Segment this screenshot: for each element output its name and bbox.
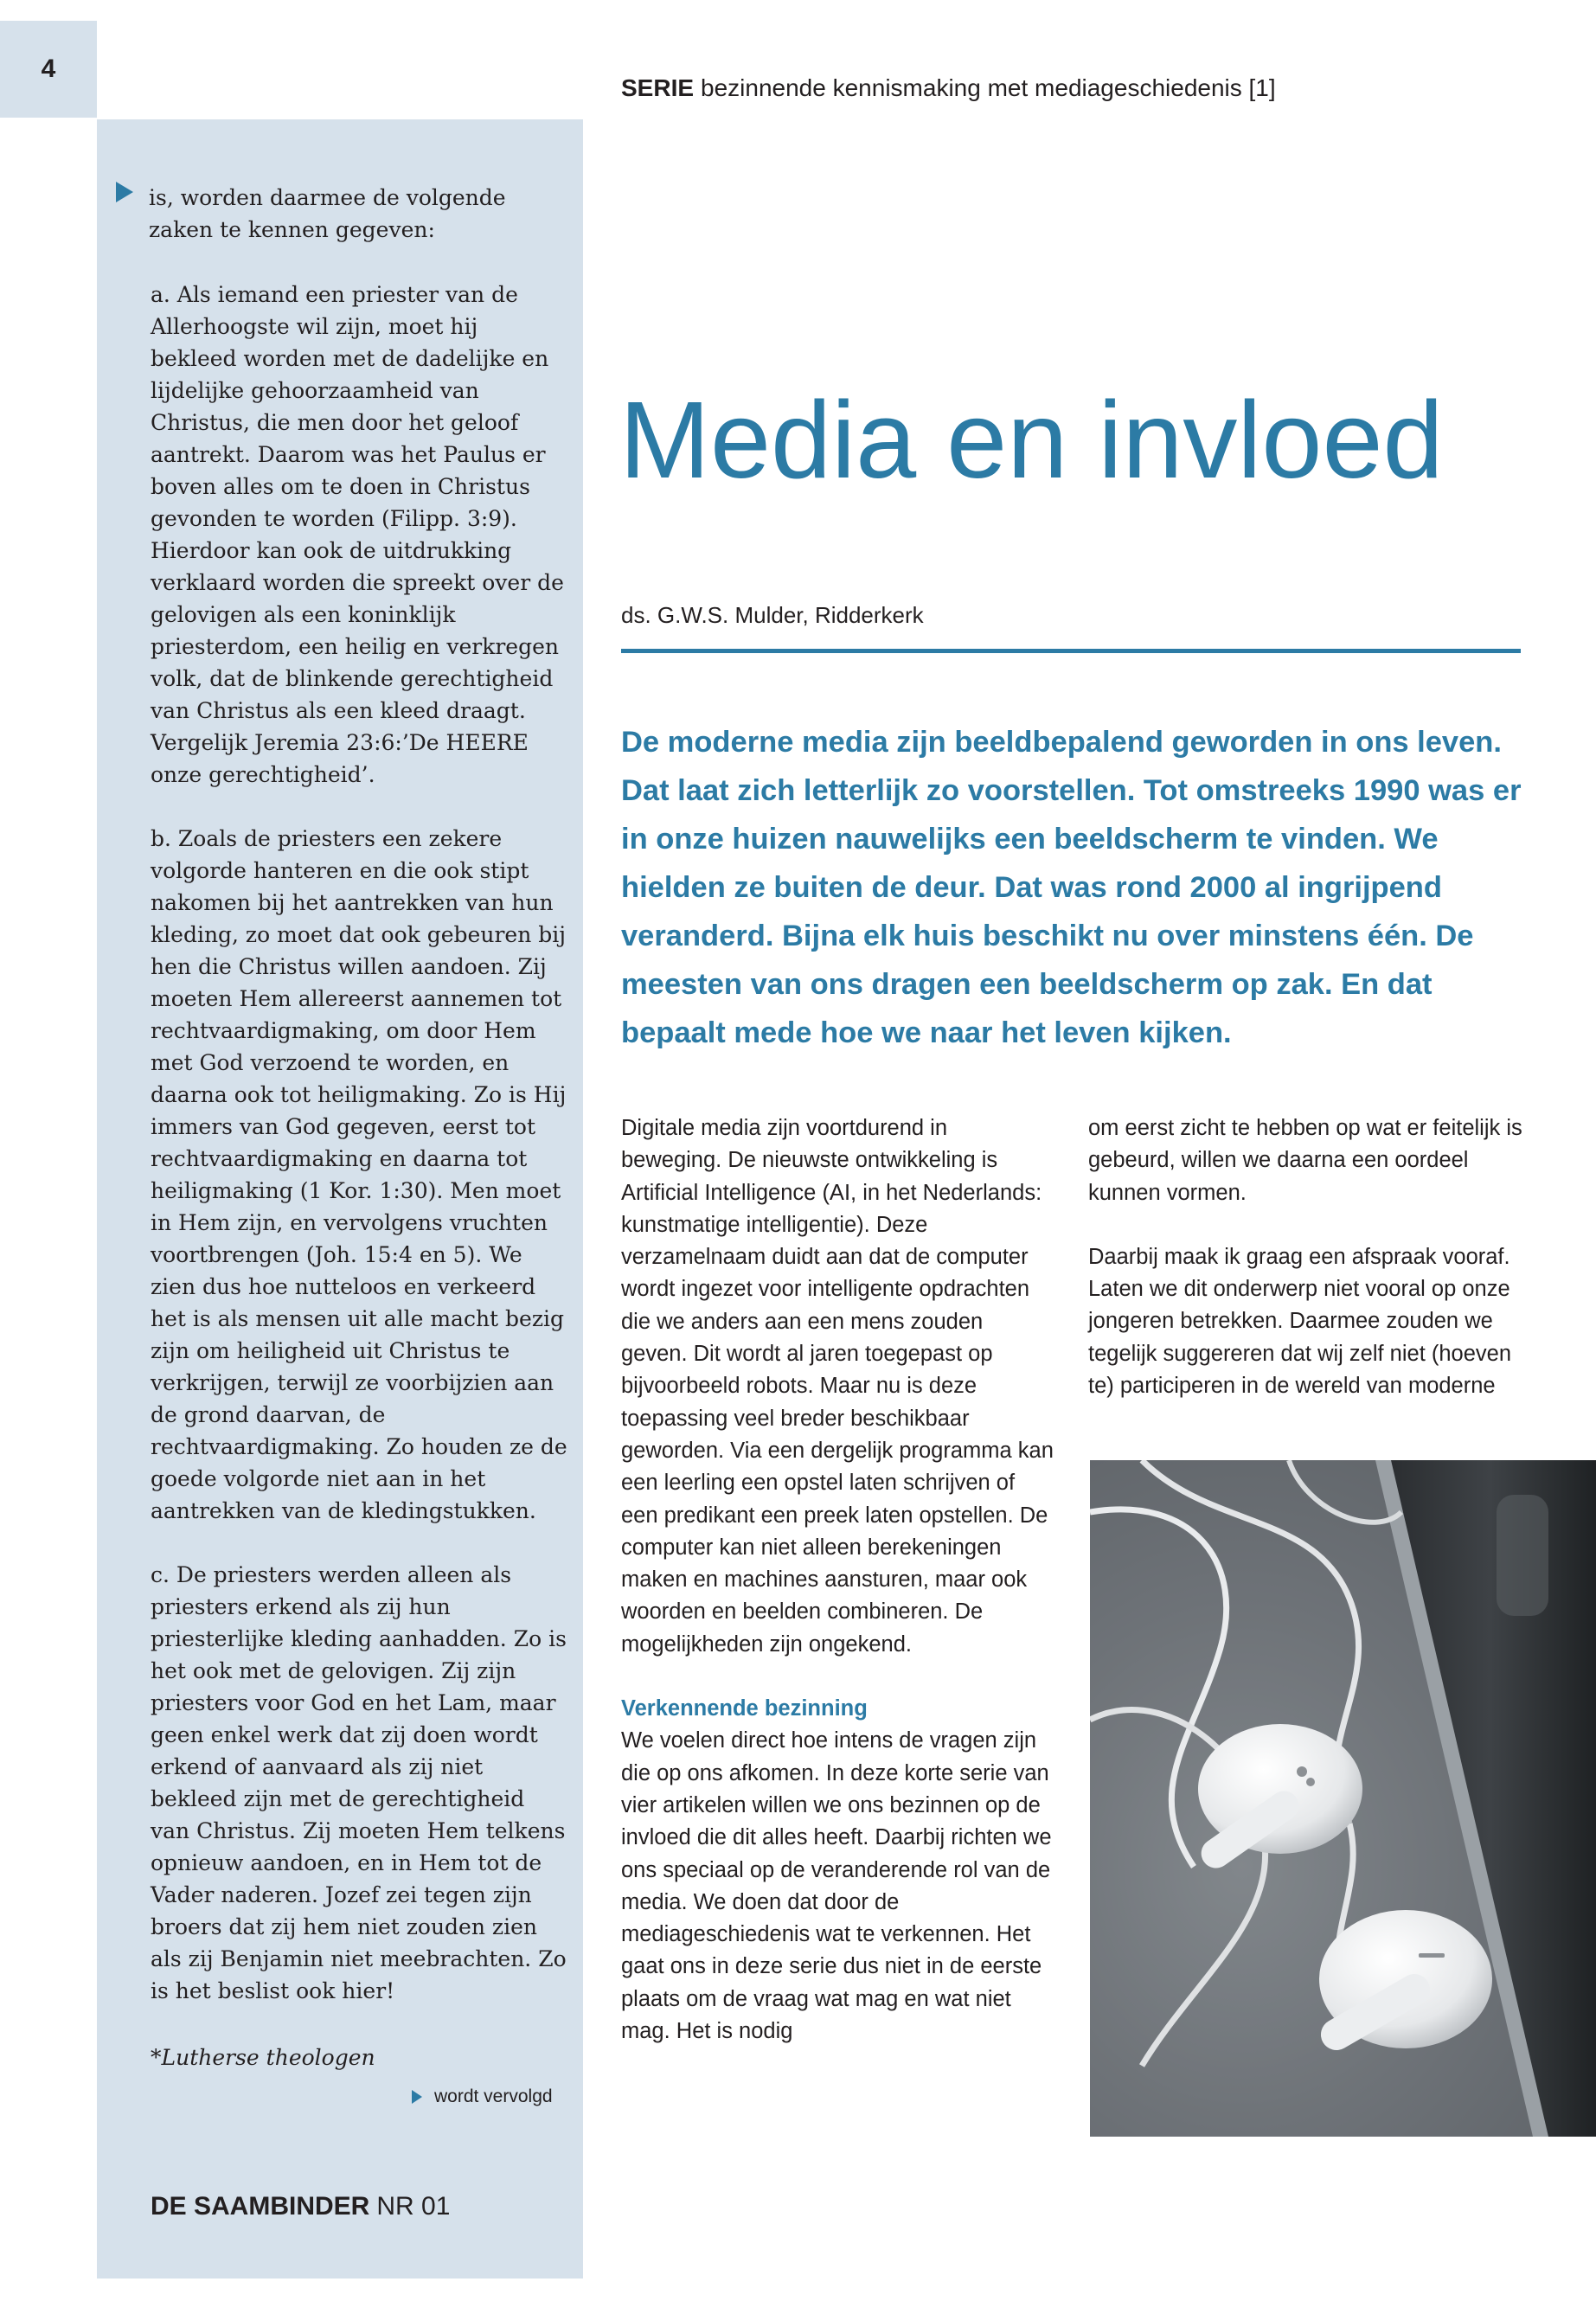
article-author: ds. G.W.S. Mulder, Ridderkerk — [621, 602, 924, 628]
article-column-2 — [1088, 1112, 1531, 1434]
article-intro: De moderne media zijn beeldbepalend geworden in ons leven. Dat laat zich letterlijk zo voorstellen. Tot omstreeks 1990 was er in onze huizen nauwelijks een beeldscherm te vinden. We hielden ze buiten de deur. Dat was rond 2000 al ingrijpend veranderd. Bijna elk huis beschikt nu over minstens één. De meesten van ons dragen een beeldscherm op zak. En dat bepaalt mede hoe we naar het leven kijken. — [621, 726, 1522, 1049]
earphones-photo — [1090, 1460, 1596, 2137]
article-title: Media en invloed — [619, 379, 1444, 501]
sidebar-intro — [149, 182, 564, 246]
continuation-arrow-icon — [116, 182, 133, 202]
series-header — [621, 74, 1276, 102]
sidebar-paragraph-b: b. Zoals de priesters een zekere volgorde hanteren en die ook stipt nakomen bij het aantrekken van hun kleding, zo moet dat ook gebeuren bij hen die Christus willen aandoen. Zij moeten Hem allereerst aannemen tot rechtvaardigmaking, om door Hem met God verzoend te worden, en daarna ook tot heiligmaking. Zo is Hij immers van God gegeven, eerst tot rechtvaardigmaking en daarna tot heiligmaking (1 Kor. 1:30). Men moet in Hem zijn, en vervolgens vruchten voortbrengen (Joh. 15:4 en 5). We zien dus hoe nutteloos en verkeerd het is als mensen uit alle macht bezig zijn om heiligheid uit Christus te verkrijgen, terwijl ze voorbijzien aan de grond daarvan, de rechtvaardigmaking. Zo houden ze de goede volgorde niet aan in het aantrekken van de kledingstukken. — [151, 826, 567, 1523]
sidebar-intro-text: is, worden daarmee de volgende zaken te kennen gegeven: — [149, 185, 506, 242]
column1-section — [621, 1693, 1054, 2048]
footnote: *Lutherse theologen — [151, 2045, 375, 2070]
sidebar-paragraph-a: a. Als iemand een priester van de Allerhoogste wil zijn, moet hij bekleed worden met de dadelijke en lijdelijke gehoorzaamheid van Christus, die men door het geloof aantrekt. Daarom was het Paulus er boven alles om te doen in Christus gevonden te worden (Filipp. 3:9). Hierdoor kan ook de uitdrukking verklaard worden die spreekt over de gelovigen als een koninklijk priesterdom, een heilig en verkregen volk, dat de blinkende gerechtigheid van Christus als een kleed draagt. Vergelijk Jeremia 23:6:’De HEERE onze gerechtigheid’. — [151, 282, 564, 787]
continued-text: wordt vervolgd — [434, 2086, 553, 2106]
page-number — [0, 21, 97, 118]
article-column-1 — [621, 1112, 1054, 2048]
title-divider — [621, 649, 1521, 653]
series-label: SERIE — [621, 74, 695, 101]
column2-paragraph-2: Daarbij maak ik graag een afspraak vooraf. Laten we dit onderwerp niet vooral op onze jongeren betrekken. Daarmee zouden we tegelijk suggereren dat wij zelf niet (hoeven te) participeren in de wereld van moderne — [1088, 1244, 1512, 1399]
magazine-name: DE SAAMBINDER — [151, 2192, 370, 2221]
header-strip — [97, 21, 583, 119]
continued-arrow-icon — [412, 2090, 422, 2104]
column1-paragraph-2: We voelen direct hoe intens de vragen zijn die op ons afkomen. In deze korte serie van vier artikelen willen we ons bezinnen op de invloed die dit alles heeft. Daarbij richten we ons speciaal op de veranderende rol van de media. We doen dat door de mediageschiedenis wat te verkennen. Het gaat ons in deze serie dus niet in de eerste plaats om de vraag wat mag en wat niet mag. Het is nodig — [621, 1728, 1052, 2044]
sidebar-body — [151, 279, 567, 2039]
column2-paragraph-1: om eerst zicht te hebben op wat er feitelijk is gebeurd, willen we daarna een oordeel kunnen vormen. — [1088, 1116, 1522, 1205]
issue-number: NR 01 — [376, 2192, 451, 2221]
magazine-footer — [151, 2192, 450, 2221]
series-topic: bezinnende kennismaking met mediageschiedenis [1] — [701, 74, 1276, 101]
column1-paragraph-1: Digitale media zijn voortdurend in beweging. De nieuwste ontwikkeling is Artificial Intelligence (AI, in het Nederlands: kunstmatige intelligentie). Deze verzamelnaam duidt aan dat de computer wordt ingezet voor intelligente opdrachten die we anders aan een mens zouden geven. Dit wordt al jaren toegepast op bijvoorbeeld robots. Maar nu is deze toepassing veel breder beschikbaar geworden. Via een dergelijk programma kan een leerling een opstel laten schrijven of een predikant een preek laten opstellen. De computer kan niet alleen berekeningen maken en machines aansturen, maar ook woorden en beelden combineren. De mogelijkheden zijn ongekend. — [621, 1116, 1054, 1657]
earphones-illustration — [1090, 1460, 1596, 2137]
page-number-text: 4 — [41, 54, 56, 83]
continued-note — [412, 2086, 553, 2107]
section-subheading: Verkennende bezinning — [621, 1696, 868, 1721]
sidebar-paragraph-c: c. De priesters werden alleen als priesters erkend als zij hun priesterlijke kleding aanhadden. Zo is het ook met de gelovigen. Zij zijn priesters voor God en het Lam, maar geen enkel werk dat zij doen wordt erkend of aanvaard als zij niet bekleed zijn met de gerechtigheid van Christus. Zij moeten Hem telkens opnieuw aandoen, en in Hem tot de Vader naderen. Jozef zei tegen zijn broers dat zij hem niet zouden zien als zij Benjamin niet meebrachten. Zo is het beslist ook hier! — [151, 1562, 567, 2003]
